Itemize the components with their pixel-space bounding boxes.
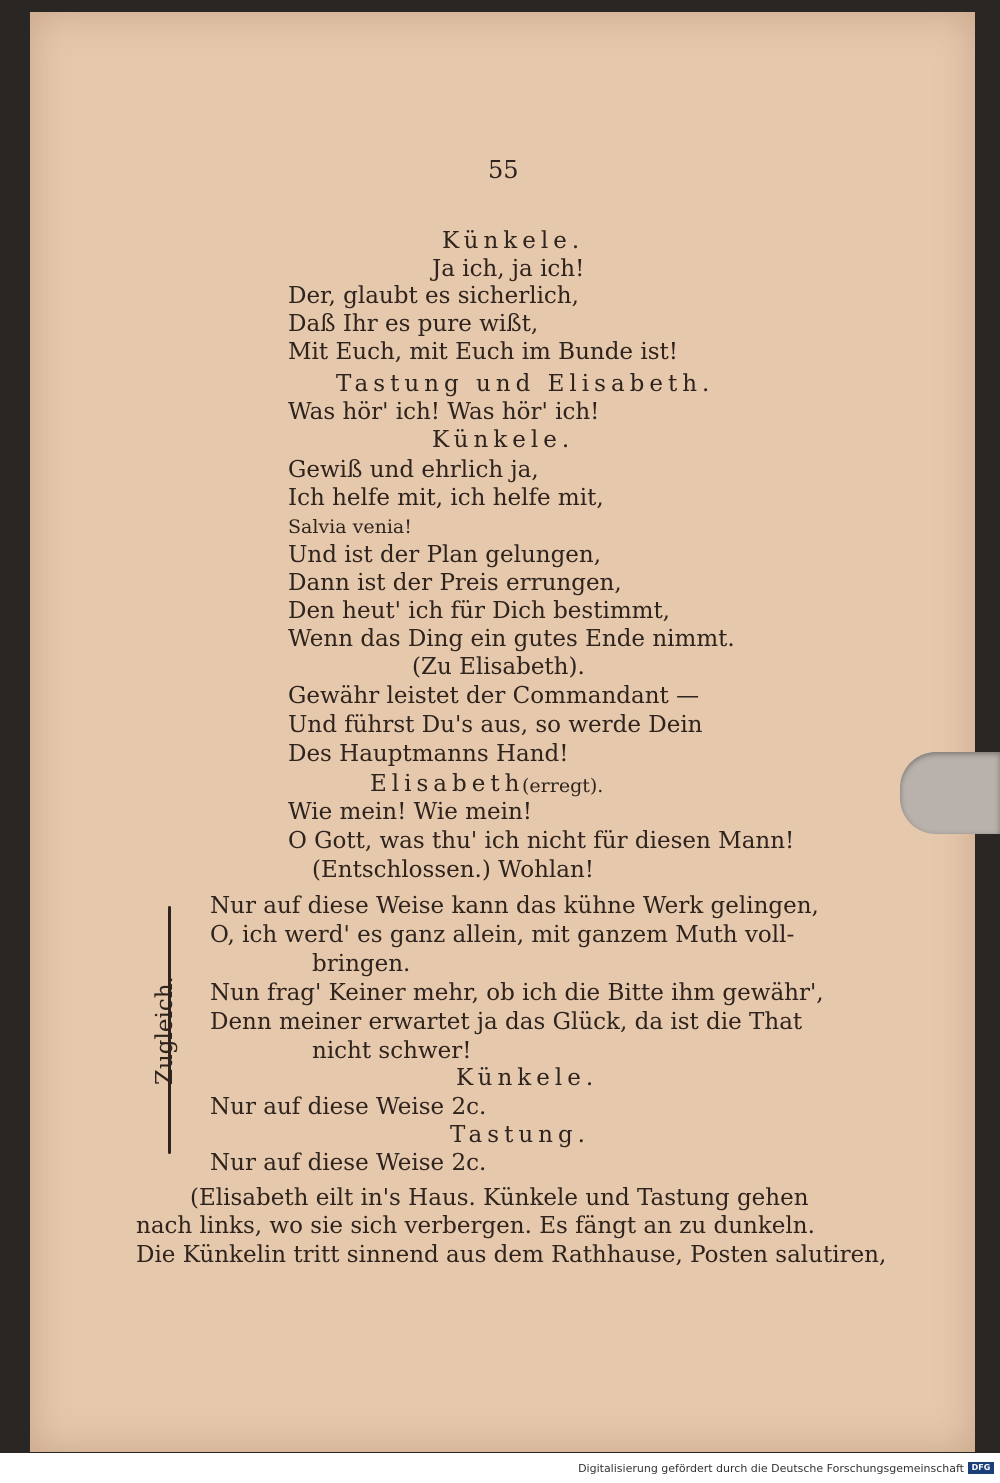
margin-note-zugleich: Zugleich. [152, 976, 178, 1085]
verse-line: Salvia venia! [288, 516, 412, 538]
speaker-tastung: Tastung. [450, 1122, 590, 1148]
verse-line: Gewähr leistet der Commandant — [288, 683, 700, 709]
stage-direction: nach links, wo sie sich verbergen. Es fängt an zu dunkeln. [136, 1213, 815, 1239]
footer-credit: Digitalisierung gefördert durch die Deutsche Forschungsgemeinschaft [578, 1462, 964, 1475]
verse-line: Was hör' ich! Was hör' ich! [288, 399, 600, 425]
verse-line: Ja ich, ja ich! [432, 256, 585, 282]
speaker-kunkele: Künkele. [456, 1065, 599, 1091]
verse-line: O, ich werd' es ganz allein, mit ganzem Muth voll- [210, 922, 795, 948]
dfg-logo: DFG [968, 1462, 994, 1474]
verse-line: Daß Ihr es pure wißt, [288, 311, 539, 337]
page-number: 55 [488, 156, 519, 184]
verse-line: O Gott, was thu' ich nicht für diesen Mann! [288, 828, 795, 854]
speaker-tastung-elisabeth: Tastung und Elisabeth. [336, 371, 715, 397]
verse-line: Nur auf diese Weise 2c. [210, 1094, 487, 1120]
speaker-elisabeth: Elisabeth [370, 771, 525, 797]
verse-line: Und ist der Plan gelungen, [288, 542, 602, 568]
verse-line: Mit Euch, mit Euch im Bunde ist! [288, 339, 679, 365]
verse-line: Wie mein! Wie mein! [288, 799, 533, 825]
speaker-kunkele: Künkele. [442, 228, 585, 254]
stage-direction: Die Künkelin tritt sinnend aus dem Rathhause, Posten salutiren, [136, 1242, 887, 1268]
verse-line: Wenn das Ding ein gutes Ende nimmt. [288, 626, 735, 652]
speaker-kunkele: Künkele. [432, 427, 575, 453]
page-tab-marker [900, 752, 1000, 834]
verse-line: Den heut' ich für Dich bestimmt, [288, 598, 670, 624]
verse-line: Gewiß und ehrlich ja, [288, 457, 539, 483]
verse-line: nicht schwer! [312, 1038, 472, 1064]
verse-line: (Entschlossen.) Wohlan! [312, 857, 595, 883]
verse-line: Denn meiner erwartet ja das Glück, da ist die That [210, 1009, 803, 1035]
verse-line: Und führst Du's aus, so werde Dein [288, 712, 703, 738]
verse-line: bringen. [312, 951, 411, 977]
stage-direction: (Elisabeth eilt in's Haus. Künkele und Tastung gehen [190, 1185, 809, 1211]
stage-direction: (Zu Elisabeth). [412, 654, 585, 680]
verse-line: Dann ist der Preis errungen, [288, 570, 622, 596]
verse-line: Des Hauptmanns Hand! [288, 741, 569, 767]
verse-line: Der, glaubt es sicherlich, [288, 283, 579, 309]
verse-line: Nur auf diese Weise kann das kühne Werk gelingen, [210, 893, 819, 919]
verse-line: Nur auf diese Weise 2c. [210, 1150, 487, 1176]
verse-line: Nun frag' Keiner mehr, ob ich die Bitte ihm gewähr', [210, 980, 824, 1006]
verse-line: Ich helfe mit, ich helfe mit, [288, 485, 604, 511]
stage-direction: (erregt). [522, 775, 604, 797]
